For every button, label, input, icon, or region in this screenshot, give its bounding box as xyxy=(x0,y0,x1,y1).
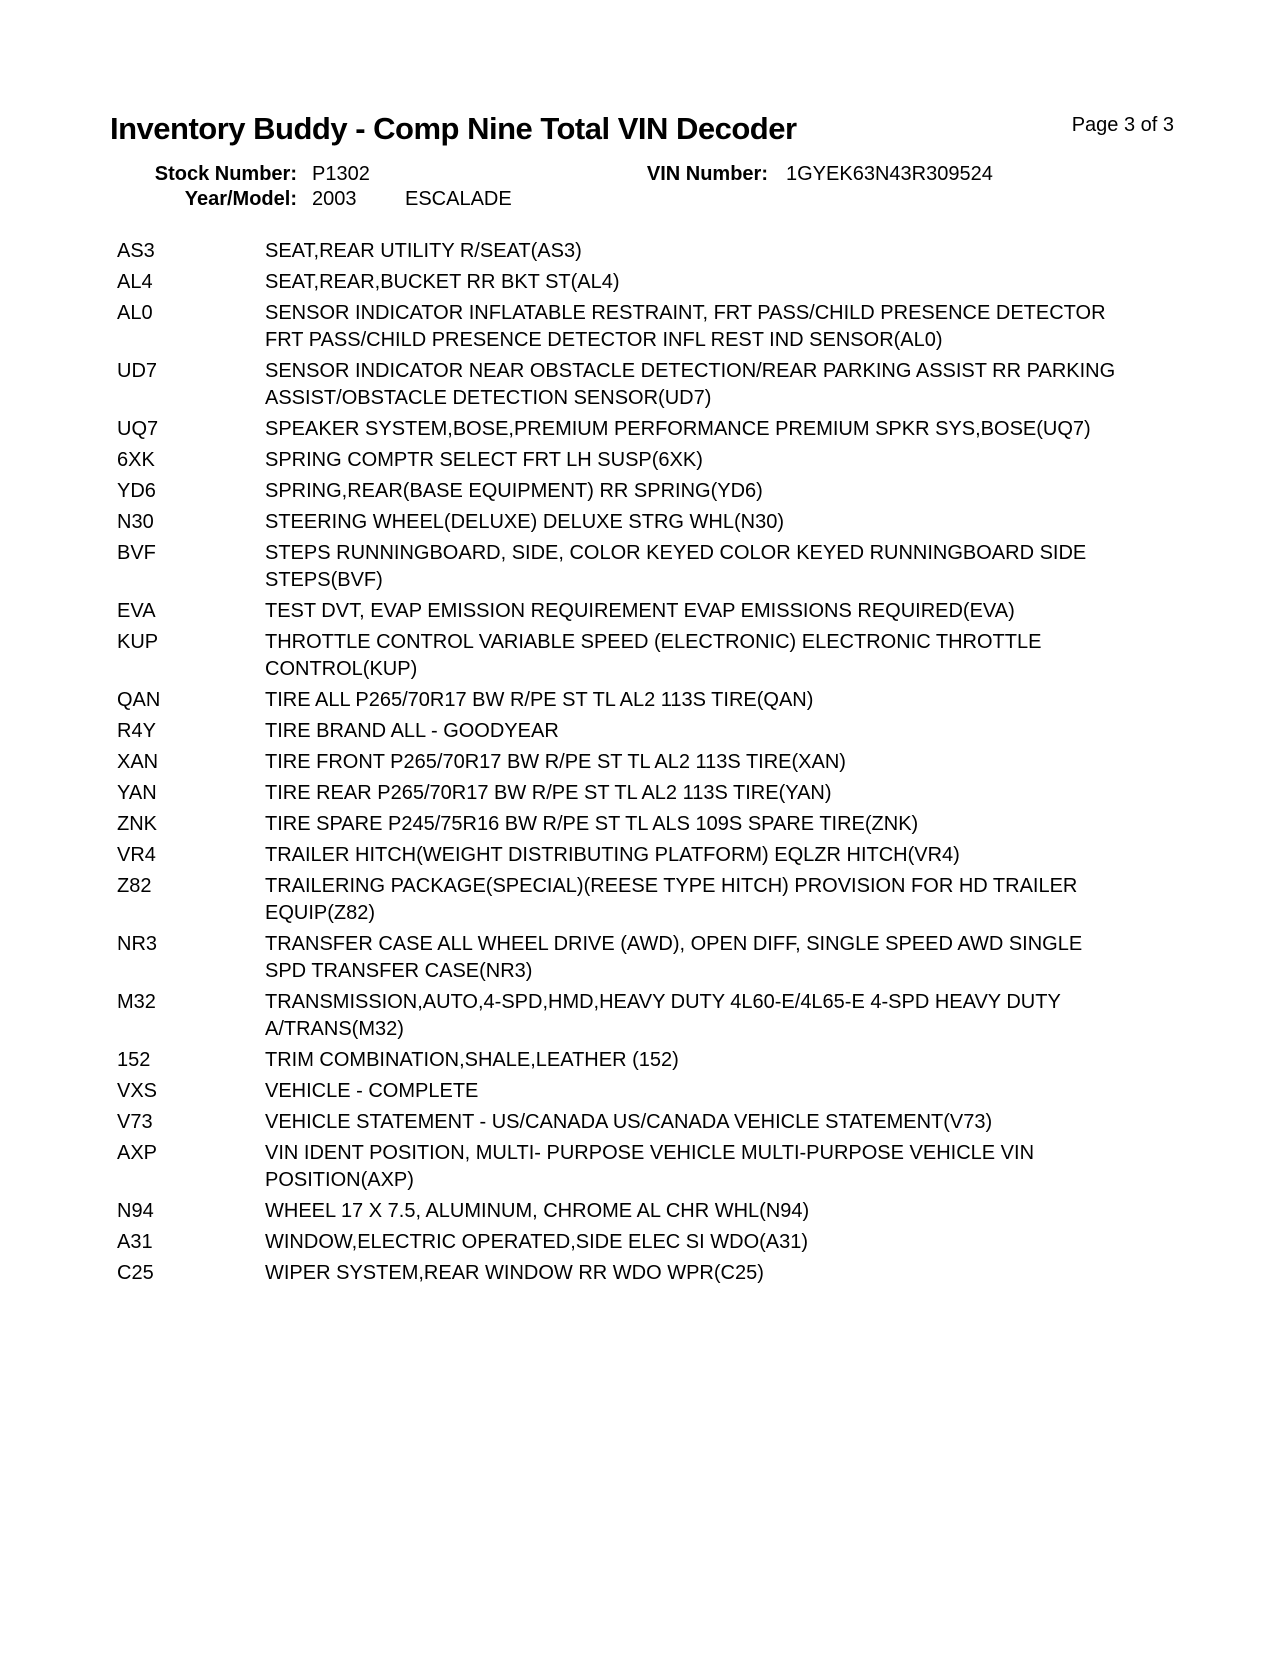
option-row xyxy=(117,1260,1217,1287)
option-code: BVF xyxy=(117,542,156,564)
description-line: WHEEL 17 X 7.5, ALUMINUM, CHROME AL CHR WHL(N94) xyxy=(265,1200,810,1222)
description-line: SEAT,REAR,BUCKET RR BKT ST(AL4) xyxy=(265,271,620,293)
description-line: TRAILERING PACKAGE(SPECIAL)(REESE TYPE HITCH) PROVISION FOR HD TRAILER xyxy=(265,875,1078,897)
option-code: V73 xyxy=(117,1111,153,1133)
stock-number-value: P1302 xyxy=(312,163,370,185)
description-line: TRANSFER CASE ALL WHEEL DRIVE (AWD), OPEN DIFF, SINGLE SPEED AWD SINGLE xyxy=(265,933,1083,955)
description-line: TRANSMISSION,AUTO,4-SPD,HMD,HEAVY DUTY 4L60-E/4L65-E 4-SPD HEAVY DUTY xyxy=(265,991,1061,1013)
option-code: AL0 xyxy=(117,302,153,324)
option-code: YAN xyxy=(117,782,157,804)
description-line: STEPS RUNNINGBOARD, SIDE, COLOR KEYED COLOR KEYED RUNNINGBOARD SIDE xyxy=(265,542,1087,564)
option-code: VXS xyxy=(117,1080,158,1102)
option-description xyxy=(265,1198,1217,1225)
option-code: Z82 xyxy=(117,875,152,897)
option-row xyxy=(117,842,1217,869)
option-code: 152 xyxy=(117,1049,151,1071)
option-code: UD7 xyxy=(117,360,158,382)
option-code: M32 xyxy=(117,991,156,1013)
option-code: AS3 xyxy=(117,240,155,262)
option-description xyxy=(265,447,1217,474)
option-row xyxy=(117,509,1217,536)
option-description xyxy=(265,416,1217,443)
option-row xyxy=(117,873,1217,927)
option-description xyxy=(265,842,1217,869)
description-line: SENSOR INDICATOR NEAR OBSTACLE DETECTION/REAR PARKING ASSIST RR PARKING xyxy=(265,360,1116,382)
option-description xyxy=(265,238,1217,265)
option-description xyxy=(265,1047,1217,1074)
option-row xyxy=(117,540,1217,594)
option-code: EVA xyxy=(117,600,156,622)
description-line: A/TRANS(M32) xyxy=(265,1018,404,1040)
description-line: STEPS(BVF) xyxy=(265,569,383,591)
description-line: TIRE REAR P265/70R17 BW R/PE ST TL AL2 113S TIRE(YAN) xyxy=(265,782,832,804)
option-row xyxy=(117,269,1217,296)
option-row xyxy=(117,1140,1217,1194)
option-description xyxy=(265,269,1217,296)
option-description xyxy=(265,1109,1217,1136)
description-line: TIRE BRAND ALL - GOODYEAR xyxy=(265,720,559,742)
option-row xyxy=(117,447,1217,474)
option-code: N94 xyxy=(117,1200,154,1222)
option-row xyxy=(117,629,1217,683)
description-line: EQUIP(Z82) xyxy=(265,902,376,924)
description-line: SENSOR INDICATOR INFLATABLE RESTRAINT, FRT PASS/CHILD PRESENCE DETECTOR xyxy=(265,302,1106,324)
options-list xyxy=(117,238,1217,1291)
description-line: TIRE SPARE P245/75R16 BW R/PE ST TL ALS 109S SPARE TIRE(ZNK) xyxy=(265,813,919,835)
option-row xyxy=(117,300,1217,354)
year-value: 2003 xyxy=(312,188,357,210)
option-code: XAN xyxy=(117,751,159,773)
option-description xyxy=(265,780,1217,807)
description-line: THROTTLE CONTROL VARIABLE SPEED (ELECTRONIC) ELECTRONIC THROTTLE xyxy=(265,631,1042,653)
option-description xyxy=(265,811,1217,838)
description-line: TIRE ALL P265/70R17 BW R/PE ST TL AL2 113S TIRE(QAN) xyxy=(265,689,814,711)
option-code: C25 xyxy=(117,1262,154,1284)
option-code: UQ7 xyxy=(117,418,159,440)
option-code: N30 xyxy=(117,511,154,533)
option-description xyxy=(265,931,1217,985)
option-row xyxy=(117,358,1217,412)
option-row xyxy=(117,1047,1217,1074)
option-code: VR4 xyxy=(117,844,156,866)
model-value: ESCALADE xyxy=(405,188,512,210)
option-description xyxy=(265,687,1217,714)
description-line: SPRING,REAR(BASE EQUIPMENT) RR SPRING(YD6) xyxy=(265,480,763,502)
option-code: AL4 xyxy=(117,271,153,293)
description-line: TRAILER HITCH(WEIGHT DISTRIBUTING PLATFORM) EQLZR HITCH(VR4) xyxy=(265,844,960,866)
option-description xyxy=(265,749,1217,776)
description-line: ASSIST/OBSTACLE DETECTION SENSOR(UD7) xyxy=(265,387,712,409)
option-description xyxy=(265,873,1217,927)
option-row xyxy=(117,811,1217,838)
option-row xyxy=(117,416,1217,443)
option-row xyxy=(117,598,1217,625)
option-code: NR3 xyxy=(117,933,158,955)
option-row xyxy=(117,931,1217,985)
option-description xyxy=(265,989,1217,1043)
option-code: AXP xyxy=(117,1142,158,1164)
option-code: ZNK xyxy=(117,813,157,835)
description-line: SEAT,REAR UTILITY R/SEAT(AS3) xyxy=(265,240,582,262)
description-line: SPD TRANSFER CASE(NR3) xyxy=(265,960,533,982)
option-description xyxy=(265,509,1217,536)
option-row xyxy=(117,1229,1217,1256)
option-row xyxy=(117,749,1217,776)
option-row xyxy=(117,238,1217,265)
option-description xyxy=(265,540,1217,594)
description-line: WIPER SYSTEM,REAR WINDOW RR WDO WPR(C25) xyxy=(265,1262,764,1284)
option-row xyxy=(117,478,1217,505)
stock-number-label: Stock Number: xyxy=(154,163,297,185)
vin-number-value: 1GYEK63N43R309524 xyxy=(786,163,993,185)
option-code: QAN xyxy=(117,689,161,711)
option-description xyxy=(265,629,1217,683)
description-line: SPRING COMPTR SELECT FRT LH SUSP(6XK) xyxy=(265,449,703,471)
description-line: TRIM COMBINATION,SHALE,LEATHER (152) xyxy=(265,1049,679,1071)
description-line: POSITION(AXP) xyxy=(265,1169,414,1191)
option-description xyxy=(265,1078,1217,1105)
description-line: VEHICLE - COMPLETE xyxy=(265,1080,479,1102)
option-row xyxy=(117,1109,1217,1136)
description-line: WINDOW,ELECTRIC OPERATED,SIDE ELEC SI WDO(A31) xyxy=(265,1231,809,1253)
option-code: KUP xyxy=(117,631,159,653)
description-line: STEERING WHEEL(DELUXE) DELUXE STRG WHL(N30) xyxy=(265,511,784,533)
option-description xyxy=(265,478,1217,505)
option-description xyxy=(265,1229,1217,1256)
option-row xyxy=(117,1198,1217,1225)
option-description xyxy=(265,300,1217,354)
description-line: SPEAKER SYSTEM,BOSE,PREMIUM PERFORMANCE PREMIUM SPKR SYS,BOSE(UQ7) xyxy=(265,418,1091,440)
option-description xyxy=(265,1140,1217,1194)
option-row xyxy=(117,989,1217,1043)
description-line: TEST DVT, EVAP EMISSION REQUIREMENT EVAP EMISSIONS REQUIRED(EVA) xyxy=(265,600,1015,622)
option-description xyxy=(265,358,1217,412)
option-row xyxy=(117,1078,1217,1105)
option-row xyxy=(117,780,1217,807)
page-title: Inventory Buddy - Comp Nine Total VIN Decoder xyxy=(110,111,797,146)
vin-number-label: VIN Number: xyxy=(646,163,768,185)
description-line: TIRE FRONT P265/70R17 BW R/PE ST TL AL2 113S TIRE(XAN) xyxy=(265,751,846,773)
option-row xyxy=(117,687,1217,714)
option-code: R4Y xyxy=(117,720,156,742)
page-number-indicator: Page 3 of 3 xyxy=(1071,114,1174,136)
description-line: CONTROL(KUP) xyxy=(265,658,418,680)
description-line: VEHICLE STATEMENT - US/CANADA US/CANADA VEHICLE STATEMENT(V73) xyxy=(265,1111,993,1133)
option-code: YD6 xyxy=(117,480,156,502)
year-model-label: Year/Model: xyxy=(184,188,297,210)
option-description xyxy=(265,718,1217,745)
option-row xyxy=(117,718,1217,745)
option-description xyxy=(265,1260,1217,1287)
option-code: A31 xyxy=(117,1231,153,1253)
description-line: VIN IDENT POSITION, MULTI- PURPOSE VEHICLE MULTI-PURPOSE VEHICLE VIN xyxy=(265,1142,1035,1164)
description-line: FRT PASS/CHILD PRESENCE DETECTOR INFL REST IND SENSOR(AL0) xyxy=(265,329,943,351)
option-code: 6XK xyxy=(117,449,155,471)
option-description xyxy=(265,598,1217,625)
